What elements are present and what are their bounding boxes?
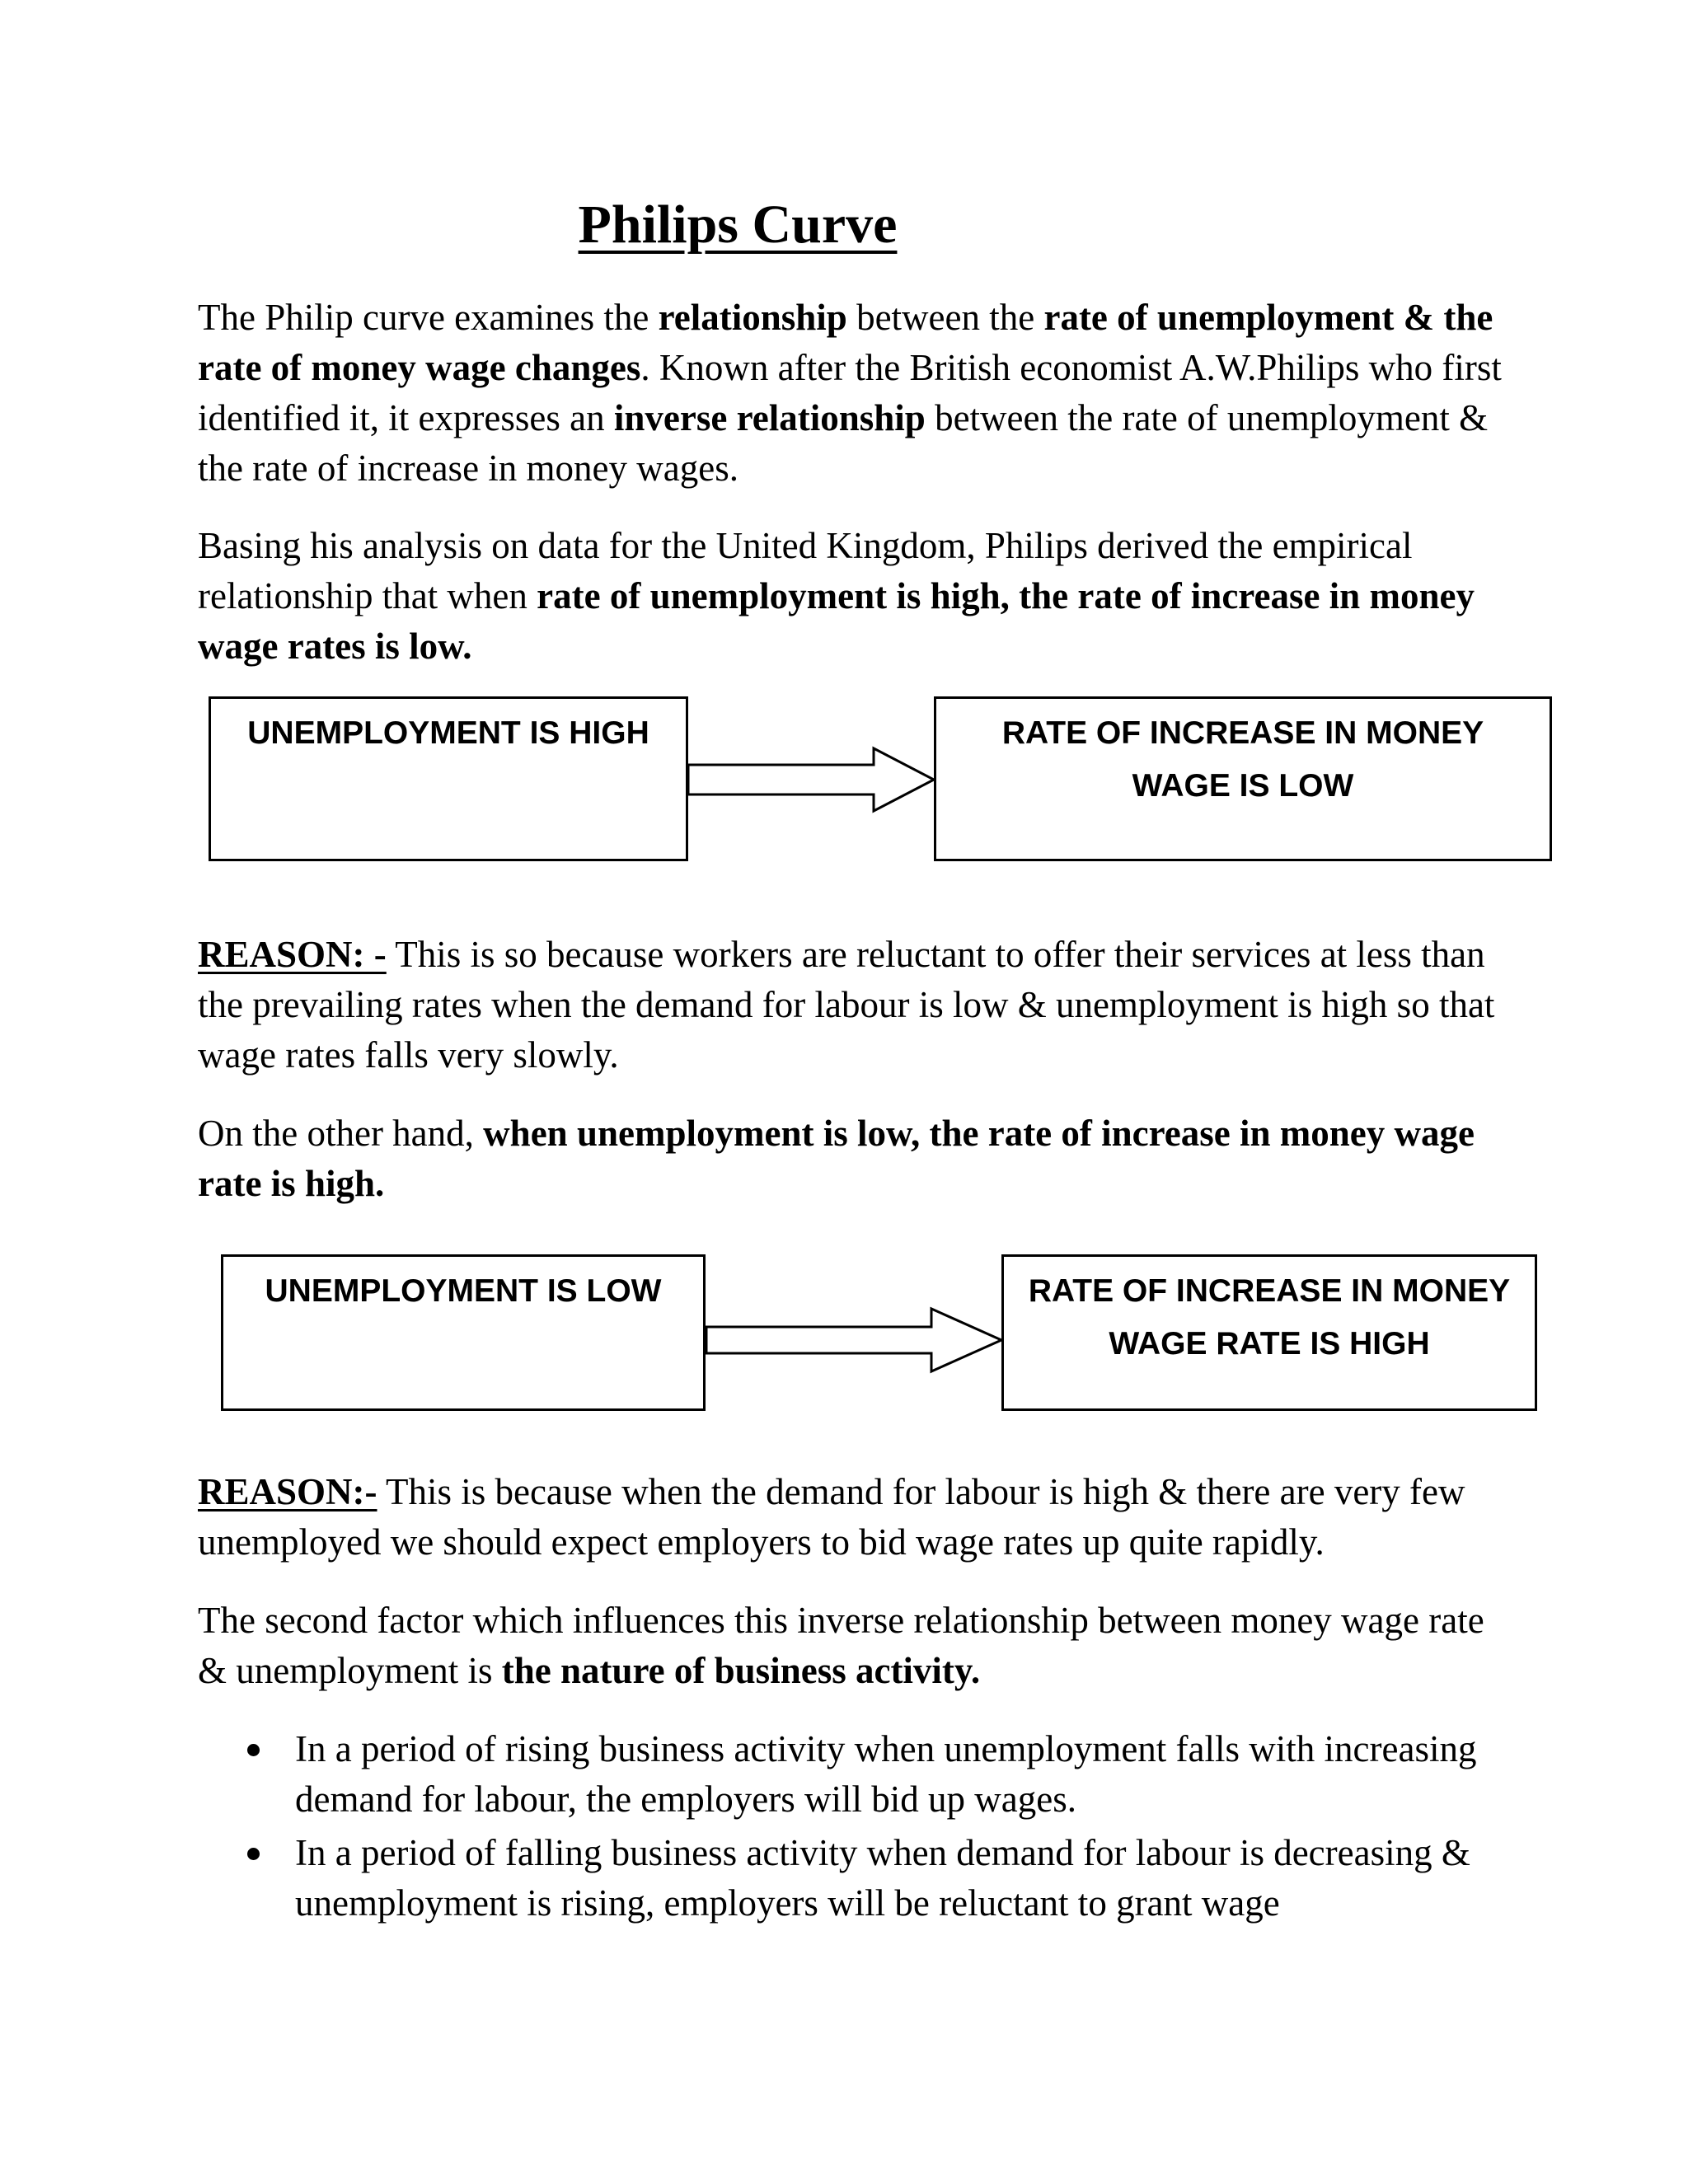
intro-text-4: between the rate of unemployment & the rate of increase in money wages. [198, 397, 1489, 489]
reason2-text: This is because when the demand for labour is high & there are very few unemployed we should expect employers to bid wage rates up quite rapidly. [198, 1471, 1465, 1563]
bullet-list [198, 1724, 1517, 1932]
second-factor-text: The second factor which influences this inverse relationship between money wage rate & unemployment is [198, 1600, 1484, 1691]
list-item [198, 1724, 1517, 1825]
page-title: Philips Curve [578, 194, 898, 255]
intro-bold-relationship: relationship [658, 297, 847, 338]
intro-bold-rates: rate of unemployment & the rate of money wage changes [198, 297, 1493, 388]
other-hand-text: On the other hand, [198, 1113, 484, 1154]
flow2-left-box [221, 1254, 706, 1411]
analysis-paragraph [198, 521, 1517, 672]
second-factor-paragraph [198, 1596, 1517, 1696]
analysis-text: Basing his analysis on data for the United Kingdom, Philips derived the empirical relationship that when [198, 525, 1413, 616]
flow2-left-label: UNEMPLOYMENT IS LOW [265, 1273, 662, 1309]
second-factor-bold: the nature of business activity. [501, 1650, 981, 1691]
flow2-arrow-icon [702, 1302, 1007, 1385]
flow2-right-box [1001, 1254, 1537, 1411]
reason1-label: REASON: - [198, 934, 387, 975]
intro-bold-inverse: inverse relationship [613, 397, 926, 438]
bullet-text: In a period of rising business activity when unemployment falls with increasing demand for labour, the employers will bid up wages. [295, 1728, 1477, 1820]
reason2-label: REASON:- [198, 1471, 377, 1512]
intro-paragraph [198, 293, 1517, 494]
intro-text-3: . Known after the British economist A.W.Philips who first identified it, it expresses an [198, 347, 1502, 438]
other-hand-bold: when unemployment is low, the rate of increase in money wage rate is high. [198, 1113, 1475, 1204]
flow1-right-line2: WAGE IS LOW [1132, 768, 1354, 804]
flow2-right-line2: WAGE RATE IS HIGH [1109, 1326, 1430, 1361]
bullet-text: In a period of falling business activity when demand for labour is decreasing & unemployment is rising, employers will be reluctant to grant wage [295, 1832, 1470, 1924]
flow1-arrow-icon [684, 742, 940, 824]
list-item [198, 1828, 1517, 1929]
intro-text-1: The Philip curve examines the [198, 297, 659, 338]
intro-text-2: between the [846, 297, 1044, 338]
flow2-right-line1: RATE OF INCREASE IN MONEY [1028, 1273, 1511, 1309]
flow1-left-box [209, 696, 688, 861]
analysis-bold: rate of unemployment is high, the rate of increase in money wage rates is low. [198, 575, 1475, 667]
flow1-right-box [934, 696, 1552, 861]
flow1-left-label: UNEMPLOYMENT IS HIGH [247, 715, 649, 751]
reason1-paragraph [198, 930, 1517, 1080]
bullet-icon [247, 1848, 260, 1860]
flow1-right-line1: RATE OF INCREASE IN MONEY [1001, 715, 1484, 751]
bullet-icon [247, 1744, 260, 1756]
other-hand-paragraph [198, 1108, 1517, 1209]
reason1-text: This is so because workers are reluctant to offer their services at less than the prevailing rates when the demand for labour is low & unemployment is high so that wage rates falls very slowly. [198, 934, 1495, 1076]
reason2-paragraph [198, 1467, 1517, 1568]
